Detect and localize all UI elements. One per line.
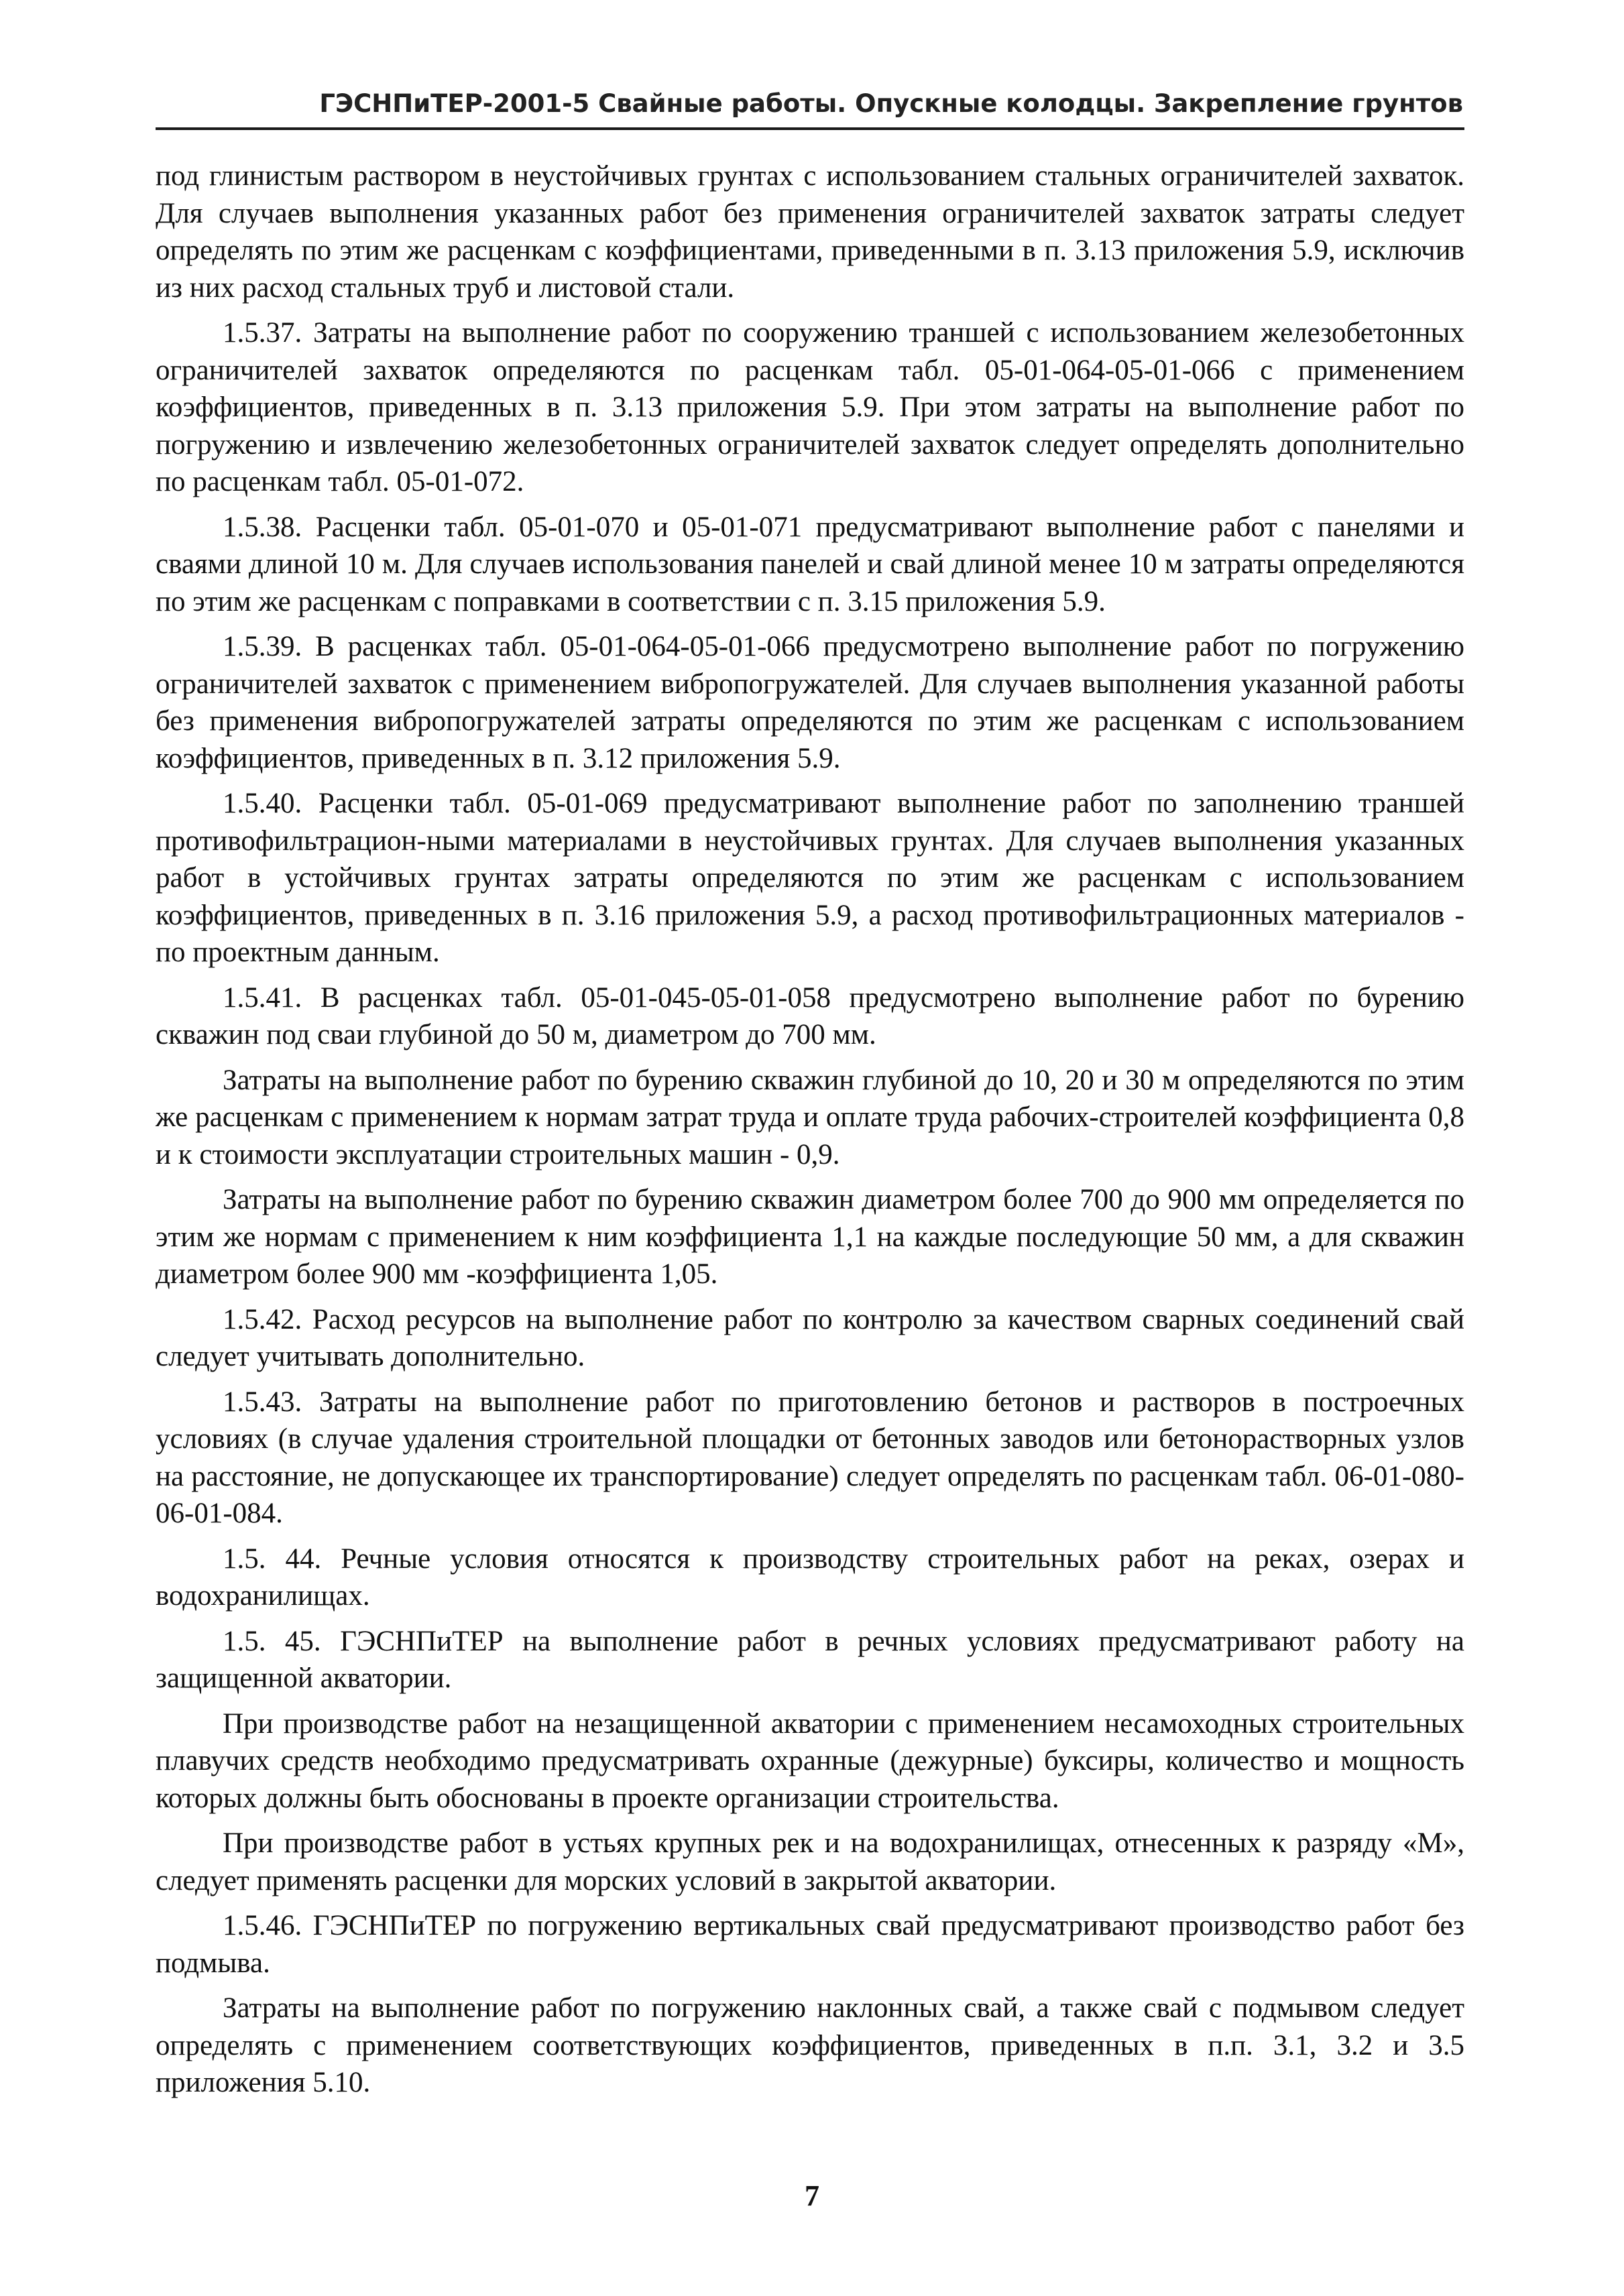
- paragraph: 1.5.46. ГЭСНПиТЕР по погружению вертикальных свай предусматривают производство работ без подмыва.: [156, 1910, 1464, 1979]
- paragraph: 1.5.42. Расход ресурсов на выполнение работ по контролю за качеством сварных соединений свай следует учитывать дополнительно.: [156, 1303, 1464, 1372]
- paragraph: 1.5.37. Затраты на выполнение работ по сооружению траншей с использованием железобетонных ограничителей захваток определяются по расценкам табл. 05-01-064-05-01-066 с применением коэффициентов, приведенных в п. 3.13 приложения 5.9. При этом затраты на выполнение работ по погружению и извлечению железобетонных ограничителей захваток следует определять дополнительно по расценкам табл. 05-01-072.: [156, 317, 1464, 497]
- paragraph: 1.5.40. Расценки табл. 05-01-069 предусматривают выполнение работ по заполнению траншей противофильтрацион-ными материалами в неустойчивых грунтах. Для случаев выполнения указанных работ в устойчивых грунтах затраты определяются по этим же расценкам с использованием коэффициентов, приведенных в п. 3.16 приложения 5.9, а расход противофильтрационных материалов - по проектным данным.: [156, 788, 1464, 968]
- header-rule: [156, 127, 1464, 130]
- paragraph: 1.5.41. В расценках табл. 05-01-045-05-01-058 предусмотрено выполнение работ по бурению скважин под сваи глубиной до 50 м, диаметром до 700 мм.: [156, 981, 1464, 1050]
- paragraph: Затраты на выполнение работ по бурению скважин диаметром более 700 до 900 мм определяется по этим же нормам с применением к ним коэффициента 1,1 на каждые последующие 50 мм, а для скважин диаметром более 900 мм -коэффициента 1,05.: [156, 1184, 1464, 1290]
- page-number: 7: [805, 2179, 819, 2212]
- paragraph: Затраты на выполнение работ по погружению наклонных свай, а также свай с подмывом следует определять с применением соответствующих коэффициентов, приведенных в п.п. 3.1, 3.2 и 3.5 приложения 5.10.: [156, 1992, 1464, 2098]
- paragraph: 1.5.38. Расценки табл. 05-01-070 и 05-01-071 предусматривают выполнение работ с панелями и сваями длиной 10 м. Для случаев использования панелей и свай длиной менее 10 м затраты определяются по этим же расценкам с поправками в соответствии с п. 3.15 приложения 5.9.: [156, 511, 1464, 617]
- paragraph: под глинистым раствором в неустойчивых грунтах с использованием стальных ограничителей захваток. Для случаев выполнения указанных работ без применения ограничителей захваток затраты следует определять по этим же расценкам с коэффициентами, приведенными в п. 3.13 приложения 5.9, исключив из них расход стальных труб и листовой стали.: [156, 160, 1464, 304]
- paragraph: 1.5. 45. ГЭСНПиТЕР на выполнение работ в речных условиях предусматривают работу на защищенной акватории.: [156, 1625, 1464, 1694]
- body-text: [156, 158, 1464, 2110]
- paragraph: При производстве работ на незащищенной акватории с применением несамоходных строительных плавучих средств необходимо предусматривать охранные (дежурные) буксиры, количество и мощность которых должны быть обоснованы в проекте организации строительства.: [156, 1707, 1464, 1814]
- paragraph: Затраты на выполнение работ по бурению скважин глубиной до 10, 20 и 30 м определяются по этим же расценкам с применением к нормам затрат труда и оплате труда рабочих-строителей коэффициента 0,8 и к стоимости эксплуатации строительных машин - 0,9.: [156, 1064, 1464, 1170]
- running-header: ГЭСНПиТЕР-2001-5 Свайные работы. Опускные колодцы. Закрепление грунтов: [319, 89, 1463, 118]
- paragraph: 1.5. 44. Речные условия относятся к производству строительных работ на реках, озерах и водохранилищах.: [156, 1543, 1464, 1612]
- paragraph: 1.5.43. Затраты на выполнение работ по приготовлению бетонов и растворов в построечных условиях (в случае удаления строительной площадки от бетонных заводов или бетонорастворных узлов на расстояние, не допускающее их транспортирование) следует определять по расценкам табл. 06-01-080-06-01-084.: [156, 1386, 1464, 1529]
- paragraph: 1.5.39. В расценках табл. 05-01-064-05-01-066 предусмотрено выполнение работ по погружению ограничителей захваток с применением вибропогружателей. Для случаев выполнения указанной работы без применения вибропогружателей затраты определяются по этим же расценкам с использованием коэффициентов, приведенных в п. 3.12 приложения 5.9.: [156, 631, 1464, 774]
- paragraph: При производстве работ в устьях крупных рек и на водохранилищах, отнесенных к разряду «М», следует применять расценки для морских условий в закрытой акватории.: [156, 1827, 1464, 1896]
